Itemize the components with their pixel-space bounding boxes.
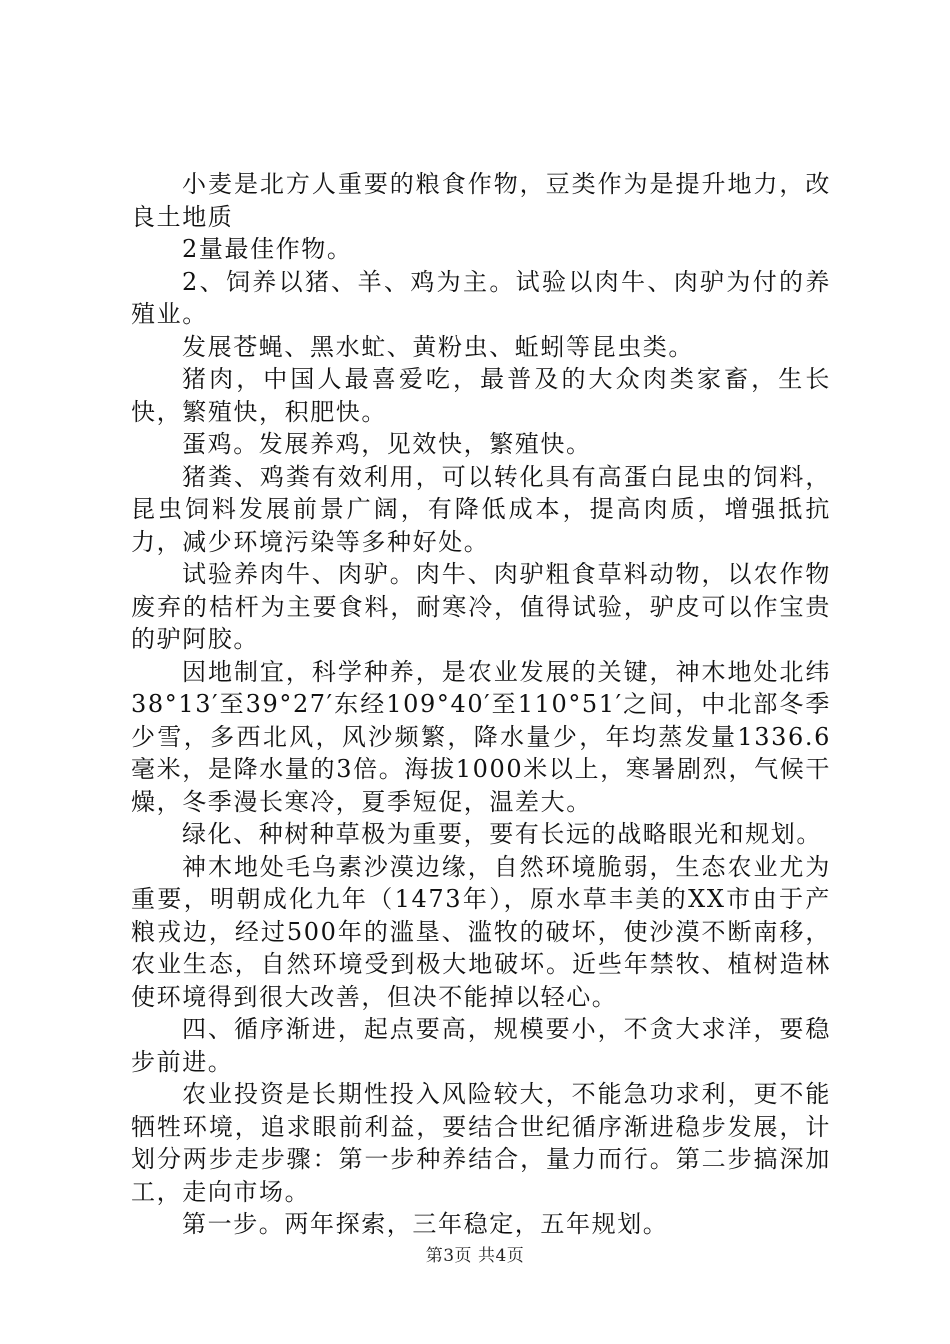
paragraph-cattle-donkey: 试验养肉牛、肉驴。肉牛、肉驴粗食草料动物，以农作物废弃的桔杆为主要食料，耐寒冷，值得试验，驴皮可以作宝贵的驴阿胶。 (131, 560, 831, 653)
paragraph-greening: 绿化、种树种草极为重要，要有长远的战略眼光和规划。 (182, 820, 822, 848)
paragraph-laying-hens: 蛋鸡。发展养鸡，见效快，繁殖快。 (182, 430, 592, 458)
paragraph-investment: 农业投资是长期性投入风险较大，不能急功求利，更不能牺牲环境，追求眼前利益，要结合世纪循序渐进稳步发展，计划分两步走步骤：第一步种养结合，量力而行。第二步搞深加工，走向市场。 (131, 1080, 831, 1206)
paragraph-insects: 发展苍蝇、黑水虻、黄粉虫、蚯蚓等昆虫类。 (182, 332, 694, 361)
paragraph-pork: 猪肉，中国人最喜爱吃，最普及的大众肉类家畜，生长快，繁殖快，积肥快。 (131, 365, 831, 426)
paragraph-ecology: 神木地处毛乌素沙漠边缘，自然环境脆弱，生态农业尤为重要，明朝成化九年（1473年），原水草丰美的XX市由于产粮戎边，经过500年的滥垦、滥牧的破坏，使沙漠不断南移，农业生态，自然环境受到极大地破坏。近些年禁牧、植树造林使环境得到很大改善，但决不能掉以轻心。 (131, 852, 831, 1011)
document-body (131, 168, 831, 1241)
paragraph-local-conditions: 因地制宜，科学种养，是农业发展的关键，神木地处北纬38°13′至39°27′东经109°40′至110°51′之间，中北部冬季少雪，多西北风，风沙频繁，降水量少，年均蒸发量1336.6毫米，是降水量的3倍。海拔1000米以上，寒暑剧烈，气候干燥，冬季漫长寒冷，夏季短促，温差大。 (131, 657, 831, 816)
paragraph-livestock: 2、饲养以猪、羊、鸡为主。试验以肉牛、肉驴为付的养殖业。 (131, 267, 831, 328)
page-footer: 第3页 共4页 (425, 1246, 525, 1266)
paragraph-best-crop: 2量最佳作物。 (182, 235, 353, 263)
paragraph-step-by-step: 四、循序渐进，起点要高，规模要小，不贪大求洋，要稳步前进。 (131, 1015, 831, 1076)
paragraph-wheat-beans: 小麦是北方人重要的粮食作物，豆类作为是提升地力，改良土地质 (131, 170, 831, 231)
paragraph-manure-use: 猪粪、鸡粪有效利用，可以转化具有高蛋白昆虫的饲料，昆虫饲料发展前景广阔，有降低成本，提高肉质，增强抵抗力，减少环境污染等多种好处。 (131, 462, 831, 556)
paragraph-first-step: 第一步。两年探索，三年稳定，五年规划。 (182, 1210, 669, 1238)
